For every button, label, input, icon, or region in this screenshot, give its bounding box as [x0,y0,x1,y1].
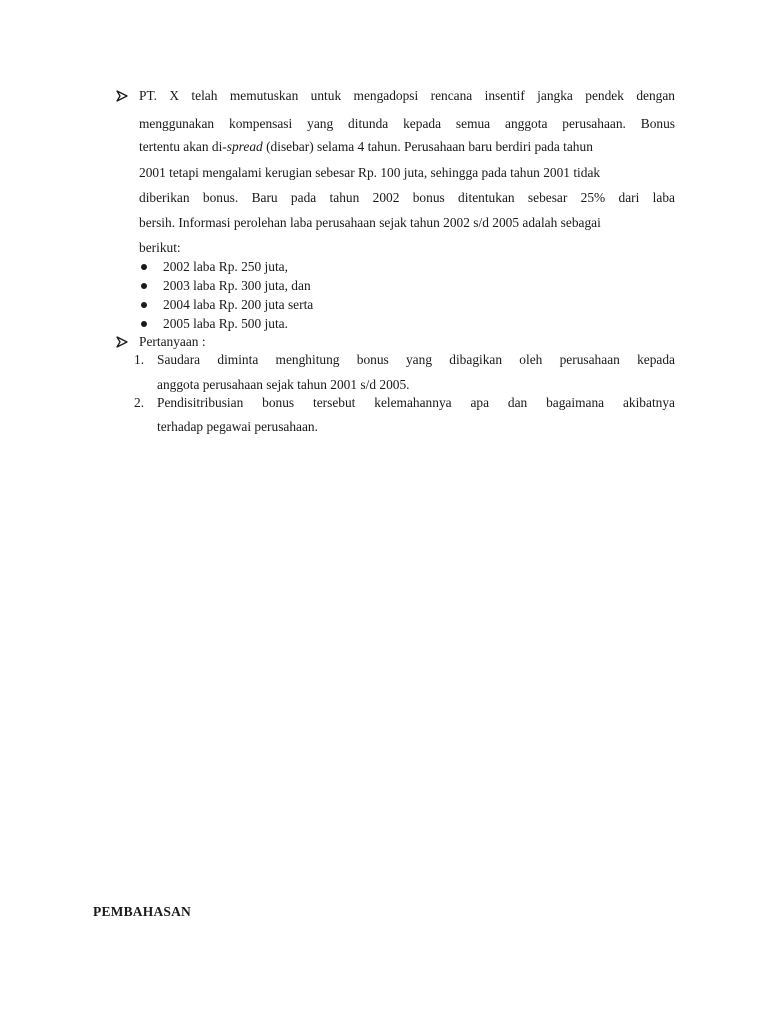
intro-line-3 [139,138,675,156]
intro-line-1: PT. X telah memutuskan untuk mengadopsi rencana insentif jangka pendek dengan [139,88,675,103]
intro-line-4: 2001 tetapi mengalami kerugian sebesar Rp. 100 juta, sehingga pada tahun 2001 tidak [139,165,601,180]
question-number: 1. [134,352,145,367]
intro-line-3-emphasis: spread [226,139,263,154]
section-heading: PEMBAHASAN [93,904,192,919]
intro-line-6: bersih. Informasi perolehan laba perusahaan sejak tahun 2002 s/d 2005 adalah sebagai [139,215,601,230]
question-2-line-2: terhadap pegawai perusahaan. [157,419,318,434]
question-1-line-1: Saudara diminta menghitung bonus yang dibagikan oleh perusahaan kepada [157,352,675,367]
bullet-dot-icon [141,264,147,270]
question-number: 2. [134,395,145,410]
intro-line-3-post: (disebar) selama 4 tahun. Perusahaan baru berdiri pada tahun [262,139,593,154]
question-2-line-1: Pendisitribusian bonus tersebut kelemahannya apa dan bagaimana akibatnya [157,395,675,410]
arrow-bullet-icon [116,336,130,350]
question-1-line-2: anggota perusahaan sejak tahun 2001 s/d 2005. [157,377,410,392]
profit-item: 2005 laba Rp. 500 juta. [163,316,288,331]
questions-label: Pertanyaan : [139,334,206,349]
arrow-bullet-icon-svg [116,336,128,348]
intro-line-2: menggunakan kompensasi yang ditunda kepada semua anggota perusahaan. Bonus [139,116,675,131]
intro-line-5: diberikan bonus. Baru pada tahun 2002 bonus ditentukan sebesar 25% dari laba [139,190,675,205]
bullet-dot-icon [141,283,147,289]
profit-item: 2002 laba Rp. 250 juta, [163,259,288,274]
profit-item: 2004 laba Rp. 200 juta serta [163,297,314,312]
intro-line-3-pre: tertentu akan di- [139,139,227,154]
bullet-dot-icon [141,321,147,327]
bullet-dot-icon [141,302,147,308]
profit-item: 2003 laba Rp. 300 juta, dan [163,278,311,293]
arrow-bullet-icon-svg [116,90,128,102]
arrow-bullet-icon [116,90,130,104]
intro-line-7: berikut: [139,240,181,255]
